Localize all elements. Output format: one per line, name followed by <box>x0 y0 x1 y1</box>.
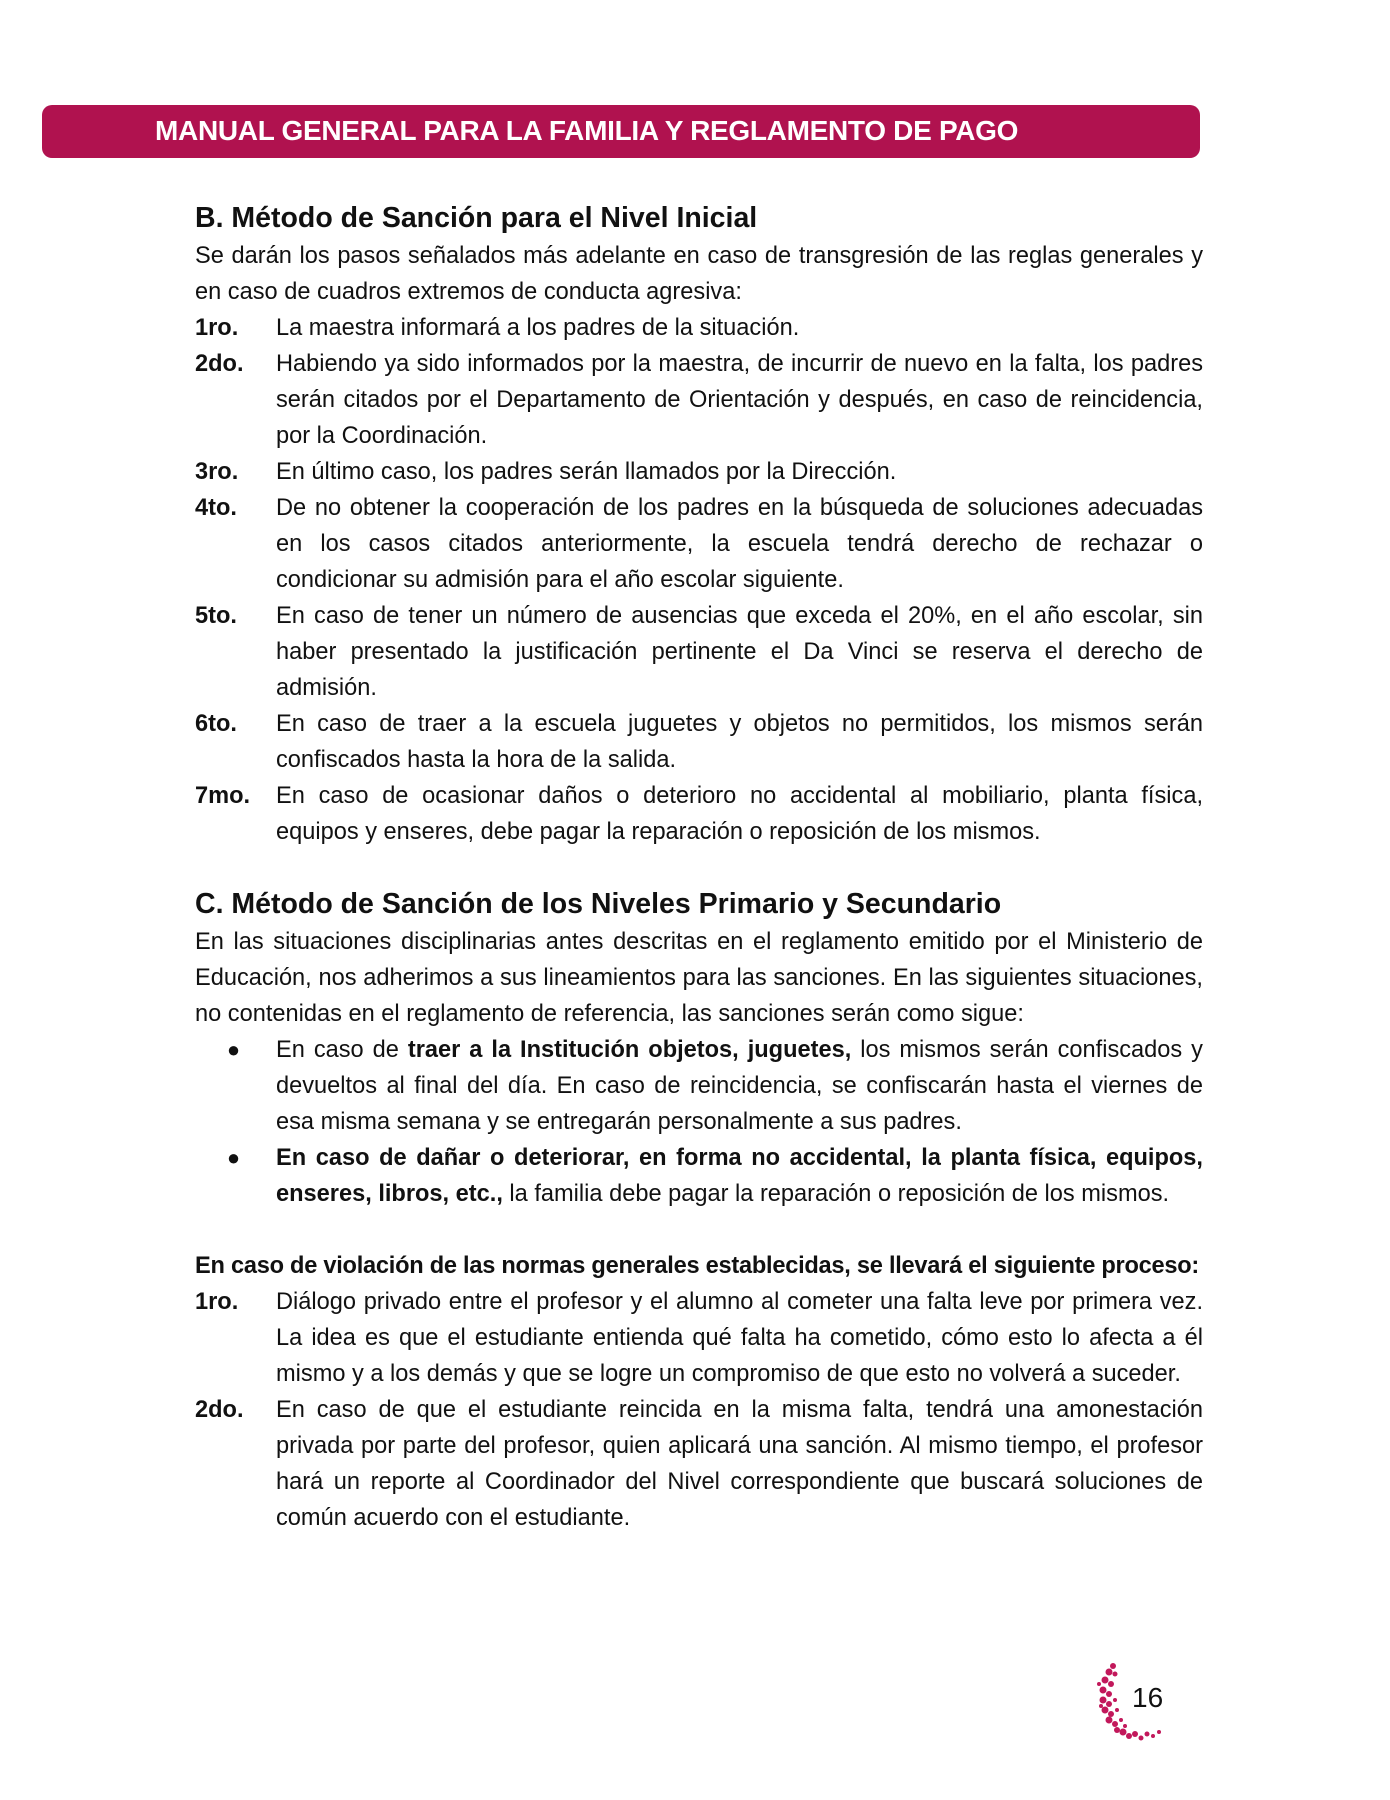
section-c-heading: C. Método de Sanción de los Niveles Primario y Secundario <box>195 888 1002 920</box>
item-number: 4to. <box>195 495 237 521</box>
bullet-text <box>276 1032 1203 1140</box>
page-number: 16 <box>1132 1682 1164 1713</box>
page-content <box>195 198 1203 1536</box>
item-text: En caso de tener un número de ausencias que exceda el 20%, en el año escolar, sin haber presentado la justificación pertinente el Da Vinci se reserva el derecho de admisión. <box>276 603 1203 701</box>
item-number: 5to. <box>195 603 237 629</box>
item-text: En caso de traer a la escuela juguetes y objetos no permitidos, los mismos serán confiscados hasta la hora de la salida. <box>276 711 1203 773</box>
bullet-item <box>195 1140 1203 1212</box>
item-text: Diálogo privado entre el profesor y el alumno al cometer una falta leve por primera vez. La idea es que el estudiante entienda qué falta ha cometido, cómo esto lo afecta a él mismo y a los demás y que se logre un compromiso de que esto no volverá a suceder. <box>276 1289 1203 1387</box>
bullet-dot-icon: ● <box>226 1037 241 1062</box>
bullet-text <box>276 1140 1203 1212</box>
item-number: 1ro. <box>195 315 239 341</box>
item-number: 2do. <box>195 351 244 377</box>
header-bar <box>42 105 1200 158</box>
list-item <box>195 310 1203 346</box>
bullet-dot-icon: ● <box>226 1145 241 1170</box>
item-text: En caso de que el estudiante reincida en la misma falta, tendrá una amonestación privada por parte del profesor, quien aplicará una sanción. Al mismo tiempo, el profesor hará un reporte al Coordinador del Nivel correspondiente que buscará soluciones de común acuerdo con el estudiante. <box>276 1397 1203 1531</box>
item-number: 2do. <box>195 1397 244 1423</box>
bullet-text-bold: traer a la Institución objetos, juguetes, <box>407 1037 852 1063</box>
section-b-heading: B. Método de Sanción para el Nivel Inicial <box>195 202 758 234</box>
section-c-intro: En las situaciones disciplinarias antes descritas en el reglamento emitido por el Ministerio de Educación, nos adherimos a sus lineamientos para las sanciones. En las siguientes situaciones, no contenidas en el reglamento de referencia, las sanciones serán como sigue: <box>195 929 1203 1027</box>
list-item <box>195 490 1203 598</box>
item-text: Habiendo ya sido informados por la maestra, de incurrir de nuevo en la falta, los padres serán citados por el Departamento de Orientación y después, en caso de reincidencia, por la Coordinación. <box>276 351 1203 449</box>
document-title: MANUAL GENERAL PARA LA FAMILIA Y REGLAMENTO DE PAGO <box>155 115 1019 146</box>
item-text: De no obtener la cooperación de los padres en la búsqueda de soluciones adecuadas en los casos citados anteriormente, la escuela tendrá derecho de rechazar o condicionar su admisión para el año escolar siguiente. <box>276 495 1203 593</box>
list-item <box>195 346 1203 454</box>
list-item <box>195 1284 1203 1392</box>
list-item <box>195 778 1203 850</box>
bullet-text-pre: En caso de <box>276 1037 408 1063</box>
list-item <box>195 1392 1203 1536</box>
item-text: En caso de ocasionar daños o deterioro no accidental al mobiliario, planta física, equipos y enseres, debe pagar la reparación o reposición de los mismos. <box>276 783 1203 845</box>
bullet-item <box>195 1032 1203 1140</box>
item-text: La maestra informará a los padres de la situación. <box>276 315 800 341</box>
process-heading: En caso de violación de las normas generales establecidas, se llevará el siguiente proceso: <box>195 1253 1200 1279</box>
bullet-text-bold: En caso de dañar o deteriorar, en forma no accidental, la planta física, equipos, enseres, libros, etc., <box>276 1145 1203 1207</box>
item-number: 3ro. <box>195 459 239 485</box>
section-b-intro: Se darán los pasos señalados más adelante en caso de transgresión de las reglas generales y en caso de cuadros extremos de conducta agresiva: <box>195 243 1203 305</box>
item-number: 7mo. <box>195 783 251 809</box>
list-item <box>195 454 1203 490</box>
bullet-text-post: los mismos serán confiscados y devueltos al final del día. En caso de reincidencia, se confiscarán hasta el viernes de esa misma semana y se entregarán personalmente a sus padres. <box>276 1037 1203 1135</box>
item-text: En último caso, los padres serán llamados por la Dirección. <box>276 459 897 485</box>
item-number: 6to. <box>195 711 237 737</box>
bullet-text-post: la familia debe pagar la reparación o reposición de los mismos. <box>502 1181 1170 1207</box>
item-number: 1ro. <box>195 1289 239 1315</box>
list-item <box>195 598 1203 706</box>
list-item <box>195 706 1203 778</box>
